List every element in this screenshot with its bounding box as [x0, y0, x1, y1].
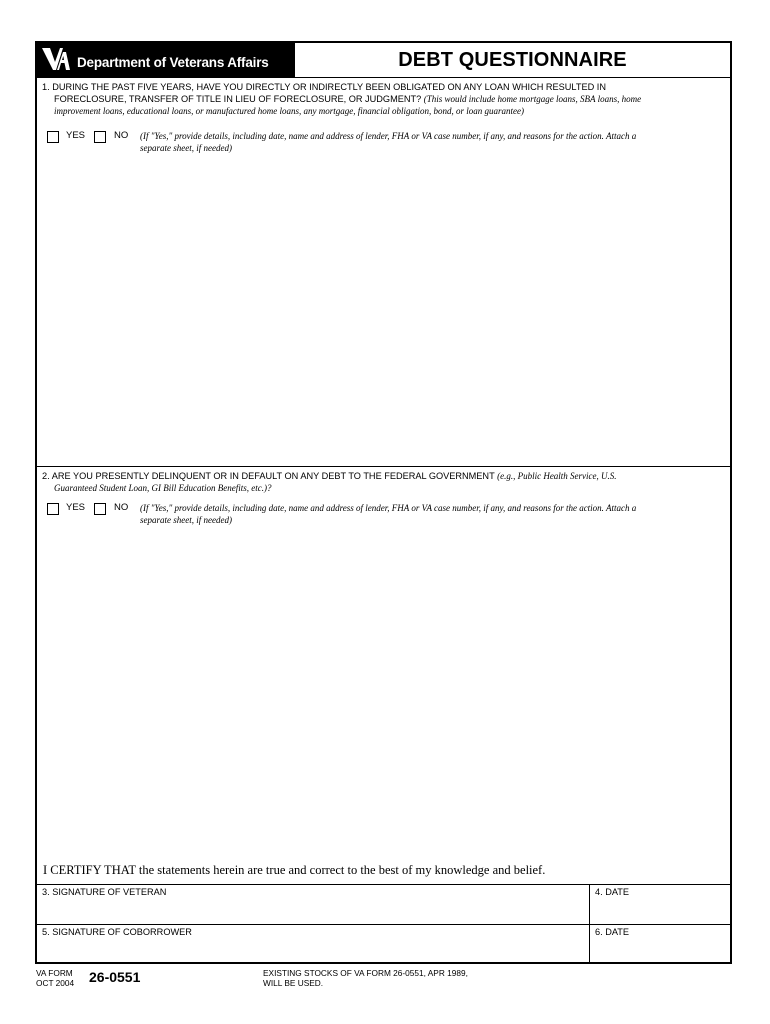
- existing-stocks-line-1: EXISTING STOCKS OF VA FORM 26-0551, APR 1989,: [263, 968, 468, 978]
- question-2-instructions-line-2: separate sheet, if needed): [140, 515, 232, 525]
- question-2-no-checkbox[interactable]: [94, 503, 106, 515]
- divider: [37, 884, 730, 885]
- question-2-note-2: Guaranteed Student Loan, GI Bill Education Benefits, etc.)?: [54, 483, 272, 493]
- form-label-block: [36, 968, 74, 988]
- question-2-text: [42, 470, 722, 494]
- question-1-yes-label: YES: [66, 130, 86, 141]
- question-1-instructions-line-1: (If "Yes," provide details, including date, name and address of lender, FHA or VA case number, if any, and reasons for the action. Attach a: [140, 131, 637, 141]
- column-divider: [589, 884, 590, 964]
- va-logo-icon: [41, 46, 71, 73]
- date-veteran-field[interactable]: [593, 899, 728, 923]
- certification-statement: [43, 863, 545, 878]
- department-name: Department of Veterans Affairs: [77, 55, 269, 70]
- date-coborrower-field[interactable]: [593, 939, 728, 961]
- certification-prefix: I CERTIFY THAT: [43, 863, 136, 877]
- existing-stocks-note: [263, 968, 468, 988]
- divider: [37, 77, 730, 78]
- debt-questionnaire-form: [35, 41, 732, 964]
- existing-stocks-line-2: WILL BE USED.: [263, 978, 324, 988]
- question-2-line-1: 2. ARE YOU PRESENTLY DELINQUENT OR IN DEFAULT ON ANY DEBT TO THE FEDERAL GOVERNMENT: [42, 471, 495, 481]
- question-2-answer-area[interactable]: [39, 528, 728, 858]
- signature-veteran-label: 3. SIGNATURE OF VETERAN: [42, 887, 167, 897]
- form-date: OCT 2004: [36, 978, 75, 988]
- question-2-instructions-line-1: (If "Yes," provide details, including date, name and address of lender, FHA or VA case number, if any, and reasons for the action. Attach a: [140, 503, 637, 513]
- divider: [37, 924, 730, 925]
- signature-veteran-field[interactable]: [39, 899, 587, 923]
- question-2-instructions: [140, 502, 708, 526]
- question-1-instructions: [140, 130, 708, 154]
- signature-coborrower-field[interactable]: [39, 939, 587, 961]
- question-1-line-1: 1. DURING THE PAST FIVE YEARS, HAVE YOU DIRECTLY OR INDIRECTLY BEEN OBLIGATED ON ANY LOAN WHICH RESULTED IN: [42, 82, 606, 92]
- form-title: DEBT QUESTIONNAIRE: [398, 49, 627, 71]
- date-veteran-label: 4. DATE: [595, 887, 630, 897]
- question-1-yes-checkbox[interactable]: [47, 131, 59, 143]
- question-1-note-1: (This would include home mortgage loans, SBA loans, home: [423, 94, 642, 104]
- department-header: [37, 43, 295, 77]
- date-coborrower-label: 6. DATE: [595, 927, 630, 937]
- question-1-answer-area[interactable]: [39, 156, 728, 464]
- question-1-line-2: FORECLOSURE, TRANSFER OF TITLE IN LIEU OF FORECLOSURE, OR JUDGMENT?: [54, 94, 422, 104]
- certification-text: the statements herein are true and correct to the best of my knowledge and belief.: [135, 863, 546, 877]
- divider: [37, 466, 730, 467]
- signature-coborrower-label: 5. SIGNATURE OF COBORROWER: [42, 927, 192, 937]
- question-1-text: [42, 81, 722, 117]
- form-label: VA FORM: [36, 968, 73, 978]
- form-number: 26-0551: [89, 969, 141, 985]
- question-2-no-label: NO: [114, 502, 129, 513]
- question-2-yes-checkbox[interactable]: [47, 503, 59, 515]
- question-1-no-checkbox[interactable]: [94, 131, 106, 143]
- question-1-no-label: NO: [114, 130, 129, 141]
- question-1-instructions-line-2: separate sheet, if needed): [140, 143, 232, 153]
- question-2-yes-label: YES: [66, 502, 86, 513]
- question-2-note-1: (e.g., Public Health Service, U.S.: [497, 471, 617, 481]
- question-1-note-2: improvement loans, educational loans, or manufactured home loans, any mortgage, financial obligation, bond, or loan guarantee): [54, 106, 525, 116]
